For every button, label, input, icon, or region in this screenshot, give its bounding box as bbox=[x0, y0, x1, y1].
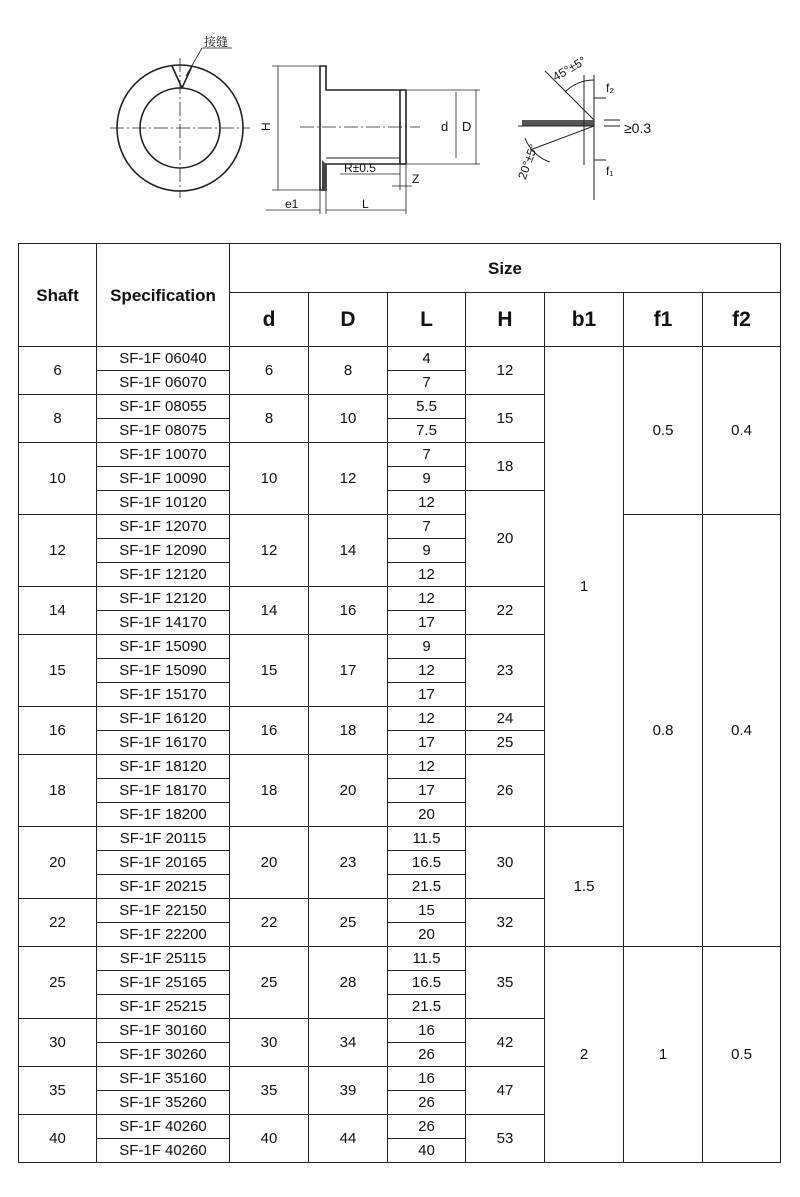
L-cell: 7 bbox=[388, 443, 466, 467]
specification-cell: SF-1F 12090 bbox=[97, 539, 230, 563]
d-cell: 40 bbox=[230, 1115, 309, 1163]
f2-cell: 0.4 bbox=[703, 347, 781, 515]
L-cell: 16 bbox=[388, 1067, 466, 1091]
D-cell: 17 bbox=[309, 635, 388, 707]
L-cell: 16.5 bbox=[388, 971, 466, 995]
L-cell: 17 bbox=[388, 683, 466, 707]
L-cell: 21.5 bbox=[388, 875, 466, 899]
specification-cell: SF-1F 06070 bbox=[97, 371, 230, 395]
D-cell: 20 bbox=[309, 755, 388, 827]
specification-cell: SF-1F 22150 bbox=[97, 899, 230, 923]
specification-cell: SF-1F 22200 bbox=[97, 923, 230, 947]
d-cell: 14 bbox=[230, 587, 309, 635]
specification-cell: SF-1F 08055 bbox=[97, 395, 230, 419]
header-f2: f2 bbox=[703, 293, 781, 347]
header-specification: Specification bbox=[97, 244, 230, 347]
H-cell: 32 bbox=[466, 899, 545, 947]
dim-d-label: d bbox=[441, 119, 449, 134]
D-cell: 10 bbox=[309, 395, 388, 443]
L-cell: 26 bbox=[388, 1091, 466, 1115]
angle-20-label: 20°±5° bbox=[515, 142, 541, 182]
specification-cell: SF-1F 16170 bbox=[97, 731, 230, 755]
specification-cell: SF-1F 18170 bbox=[97, 779, 230, 803]
table-row bbox=[19, 947, 781, 971]
shaft-cell: 10 bbox=[19, 443, 97, 515]
header-D: D bbox=[309, 293, 388, 347]
specification-cell: SF-1F 35160 bbox=[97, 1067, 230, 1091]
specification-cell: SF-1F 18120 bbox=[97, 755, 230, 779]
shaft-cell: 12 bbox=[19, 515, 97, 587]
d-cell: 20 bbox=[230, 827, 309, 899]
L-cell: 20 bbox=[388, 923, 466, 947]
spec-table-body bbox=[19, 244, 781, 1163]
specification-cell: SF-1F 20165 bbox=[97, 851, 230, 875]
L-cell: 11.5 bbox=[388, 827, 466, 851]
f2-cell: 0.5 bbox=[703, 947, 781, 1163]
angle-45-label: 45°±5° bbox=[550, 53, 589, 84]
header-b1: b1 bbox=[545, 293, 624, 347]
D-cell: 12 bbox=[309, 443, 388, 515]
specification-cell: SF-1F 30260 bbox=[97, 1043, 230, 1067]
seam-label: 接缝 bbox=[204, 35, 229, 49]
shaft-cell: 6 bbox=[19, 347, 97, 395]
specification-cell: SF-1F 15170 bbox=[97, 683, 230, 707]
header-size: Size bbox=[230, 244, 781, 293]
D-cell: 44 bbox=[309, 1115, 388, 1163]
d-cell: 10 bbox=[230, 443, 309, 515]
d-cell: 8 bbox=[230, 395, 309, 443]
f1-cell: 1 bbox=[624, 947, 703, 1163]
d-cell: 18 bbox=[230, 755, 309, 827]
front-view-ring bbox=[110, 48, 250, 198]
specification-cell: SF-1F 25165 bbox=[97, 971, 230, 995]
thickness-label: ≥0.3 bbox=[624, 120, 652, 136]
H-cell: 24 bbox=[466, 707, 545, 731]
shaft-cell: 18 bbox=[19, 755, 97, 827]
dim-R-label: R±0.5 bbox=[344, 161, 376, 175]
L-cell: 26 bbox=[388, 1115, 466, 1139]
L-cell: 9 bbox=[388, 635, 466, 659]
dim-D-label: D bbox=[462, 119, 472, 134]
L-cell: 17 bbox=[388, 731, 466, 755]
H-cell: 30 bbox=[466, 827, 545, 899]
specification-cell: SF-1F 06040 bbox=[97, 347, 230, 371]
specification-cell: SF-1F 08075 bbox=[97, 419, 230, 443]
specification-cell: SF-1F 40260 bbox=[97, 1139, 230, 1163]
specification-cell: SF-1F 18200 bbox=[97, 803, 230, 827]
H-cell: 25 bbox=[466, 731, 545, 755]
f1-label: f₁ bbox=[606, 164, 614, 178]
specification-cell: SF-1F 25115 bbox=[97, 947, 230, 971]
L-cell: 12 bbox=[388, 563, 466, 587]
D-cell: 16 bbox=[309, 587, 388, 635]
b1-cell: 2 bbox=[545, 947, 624, 1163]
chamfer-detail bbox=[518, 71, 620, 200]
bushing-technical-drawing bbox=[0, 0, 800, 235]
specification-cell: SF-1F 40260 bbox=[97, 1115, 230, 1139]
f2-cell: 0.4 bbox=[703, 515, 781, 947]
L-cell: 12 bbox=[388, 587, 466, 611]
d-cell: 35 bbox=[230, 1067, 309, 1115]
L-cell: 12 bbox=[388, 491, 466, 515]
specification-cell: SF-1F 12120 bbox=[97, 563, 230, 587]
d-cell: 12 bbox=[230, 515, 309, 587]
L-cell: 7.5 bbox=[388, 419, 466, 443]
specification-cell: SF-1F 25215 bbox=[97, 995, 230, 1019]
H-cell: 53 bbox=[466, 1115, 545, 1163]
d-cell: 22 bbox=[230, 899, 309, 947]
dim-Z-label: Z bbox=[412, 172, 420, 186]
dim-L-label: L bbox=[362, 197, 369, 211]
specification-cell: SF-1F 10120 bbox=[97, 491, 230, 515]
header-shaft: Shaft bbox=[19, 244, 97, 347]
shaft-cell: 30 bbox=[19, 1019, 97, 1067]
d-cell: 6 bbox=[230, 347, 309, 395]
shaft-cell: 22 bbox=[19, 899, 97, 947]
L-cell: 17 bbox=[388, 779, 466, 803]
L-cell: 15 bbox=[388, 899, 466, 923]
L-cell: 7 bbox=[388, 515, 466, 539]
shaft-cell: 40 bbox=[19, 1115, 97, 1163]
header-row-1 bbox=[19, 244, 781, 293]
shaft-cell: 25 bbox=[19, 947, 97, 1019]
header-f1: f1 bbox=[624, 293, 703, 347]
D-cell: 14 bbox=[309, 515, 388, 587]
specification-cell: SF-1F 10090 bbox=[97, 467, 230, 491]
L-cell: 40 bbox=[388, 1139, 466, 1163]
specification-cell: SF-1F 14170 bbox=[97, 611, 230, 635]
H-cell: 23 bbox=[466, 635, 545, 707]
H-cell: 26 bbox=[466, 755, 545, 827]
D-cell: 18 bbox=[309, 707, 388, 755]
specification-cell: SF-1F 12070 bbox=[97, 515, 230, 539]
specification-cell: SF-1F 15090 bbox=[97, 635, 230, 659]
H-cell: 35 bbox=[466, 947, 545, 1019]
D-cell: 8 bbox=[309, 347, 388, 395]
L-cell: 7 bbox=[388, 371, 466, 395]
d-cell: 30 bbox=[230, 1019, 309, 1067]
specification-cell: SF-1F 30160 bbox=[97, 1019, 230, 1043]
header-L: L bbox=[388, 293, 466, 347]
L-cell: 20 bbox=[388, 803, 466, 827]
table-row bbox=[19, 515, 781, 539]
L-cell: 9 bbox=[388, 539, 466, 563]
d-cell: 16 bbox=[230, 707, 309, 755]
shaft-cell: 16 bbox=[19, 707, 97, 755]
L-cell: 12 bbox=[388, 659, 466, 683]
shaft-cell: 35 bbox=[19, 1067, 97, 1115]
shaft-cell: 8 bbox=[19, 395, 97, 443]
specification-cell: SF-1F 10070 bbox=[97, 443, 230, 467]
L-cell: 17 bbox=[388, 611, 466, 635]
shaft-cell: 14 bbox=[19, 587, 97, 635]
specification-cell: SF-1F 35260 bbox=[97, 1091, 230, 1115]
b1-cell: 1.5 bbox=[545, 827, 624, 947]
b1-cell: 1 bbox=[545, 347, 624, 827]
f2-label: f₂ bbox=[606, 81, 614, 95]
L-cell: 9 bbox=[388, 467, 466, 491]
dim-H-label: H bbox=[259, 122, 273, 131]
H-cell: 12 bbox=[466, 347, 545, 395]
d-cell: 25 bbox=[230, 947, 309, 1019]
d-cell: 15 bbox=[230, 635, 309, 707]
D-cell: 23 bbox=[309, 827, 388, 899]
D-cell: 28 bbox=[309, 947, 388, 1019]
D-cell: 25 bbox=[309, 899, 388, 947]
shaft-cell: 20 bbox=[19, 827, 97, 899]
H-cell: 20 bbox=[466, 491, 545, 587]
H-cell: 18 bbox=[466, 443, 545, 491]
specification-cell: SF-1F 15090 bbox=[97, 659, 230, 683]
dim-e1-label: e1 bbox=[285, 197, 299, 211]
D-cell: 39 bbox=[309, 1067, 388, 1115]
D-cell: 34 bbox=[309, 1019, 388, 1067]
H-cell: 42 bbox=[466, 1019, 545, 1067]
L-cell: 5.5 bbox=[388, 395, 466, 419]
specification-cell: SF-1F 20115 bbox=[97, 827, 230, 851]
specification-cell: SF-1F 16120 bbox=[97, 707, 230, 731]
table-row bbox=[19, 347, 781, 371]
H-cell: 47 bbox=[466, 1067, 545, 1115]
f1-cell: 0.5 bbox=[624, 347, 703, 515]
shaft-cell: 15 bbox=[19, 635, 97, 707]
specification-cell: SF-1F 12120 bbox=[97, 587, 230, 611]
H-cell: 15 bbox=[466, 395, 545, 443]
header-d: d bbox=[230, 293, 309, 347]
L-cell: 16 bbox=[388, 1019, 466, 1043]
H-cell: 22 bbox=[466, 587, 545, 635]
L-cell: 11.5 bbox=[388, 947, 466, 971]
L-cell: 16.5 bbox=[388, 851, 466, 875]
header-H: H bbox=[466, 293, 545, 347]
L-cell: 21.5 bbox=[388, 995, 466, 1019]
f1-cell: 0.8 bbox=[624, 515, 703, 947]
specification-cell: SF-1F 20215 bbox=[97, 875, 230, 899]
side-view-bushing bbox=[266, 66, 480, 214]
L-cell: 12 bbox=[388, 755, 466, 779]
spec-table bbox=[18, 243, 781, 1163]
L-cell: 12 bbox=[388, 707, 466, 731]
L-cell: 26 bbox=[388, 1043, 466, 1067]
L-cell: 4 bbox=[388, 347, 466, 371]
